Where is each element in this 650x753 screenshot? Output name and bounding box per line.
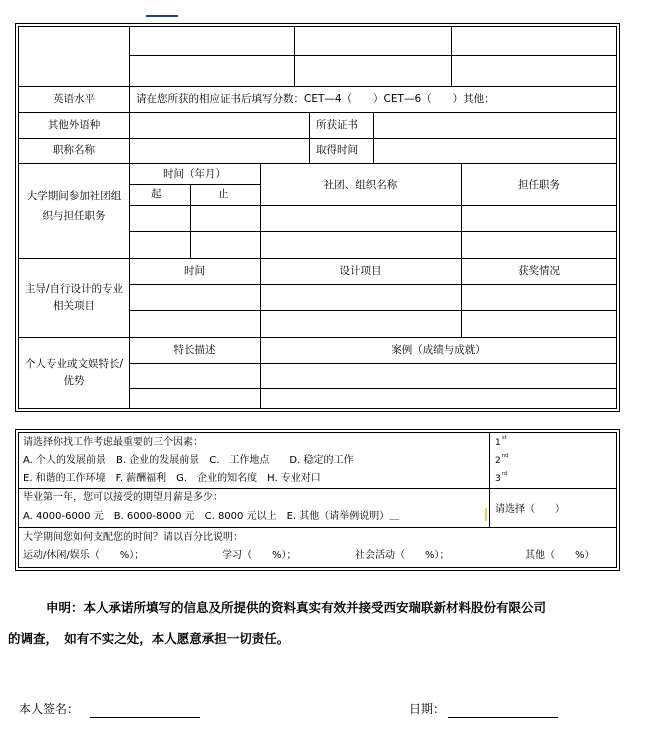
salary-choice[interactable]: 请选择（ ） [495,504,565,515]
job-title-label: 职称名称 [53,144,95,156]
signature-label: 本人签名： [19,702,80,716]
q3-sport: 运动/休闲/娱乐（ %）； [23,550,145,561]
cases-header: 案例（成绩与成就） [391,344,486,356]
q1-options-line1: A. 个人的发展前景 B. 企业的发展前景 C. 工作地点 D. 稳定的工作 [23,455,354,466]
q1-title: 请选择你找工作考虑最重要的三个因素： [23,437,203,448]
english-level-instructions: 请在您所获的相应证书后填写分数：CET—4（ ）CET—6（ ）其他： [136,93,495,105]
q2-options: A. 4000-6000 元 B. 6000-8000 元 C. 8000 元以上 E. 其他（请举例说明）＿ [23,511,400,522]
text-cursor [485,508,487,521]
date-label: 日期： [409,702,446,716]
specialty-desc-header: 特长描述 [173,344,216,356]
end-header: 止 [218,188,229,200]
english-level-label: 英语水平 [53,93,95,105]
declaration-line2: 的调查， 如有不实之处，本人愿意承担一切责任。 [8,631,290,646]
q2-title: 毕业第一年，您可以接受的期望月薪是多少： [23,492,223,503]
other-language-label: 其他外语种 [47,119,101,131]
rank-2: 2 nd [495,453,509,466]
position-header: 担任职务 [518,179,560,191]
org-name-header: 社团、组织名称 [323,179,398,191]
design-section-label: 主导/自行设计的专业相关项目 [24,283,124,312]
q3-other: 其他（ %） [525,550,595,561]
signature-line[interactable] [90,717,200,718]
declaration-line1: 申明：本人承诺所填写的信息及所提供的资料真实有效并接受西安瑞联新材料股份有限公司 [46,600,547,615]
q3-title: 大学期间您如何支配您的时间？请以百分比说明： [23,532,243,543]
q3-social: 社会活动（ %）； [355,550,450,561]
design-project-header: 设计项目 [339,265,382,277]
acquired-time-label: 取得时间 [316,144,358,156]
org-section-label: 大学期间参加社团组织与担任职务 [26,190,122,222]
rank-1: 1 st [495,435,507,448]
design-time-header: 时间 [184,265,205,277]
start-header: 起 [151,188,162,200]
q3-study: 学习（ %）； [222,550,297,561]
award-header: 获奖情况 [518,265,560,277]
rank-3: 3 rd [495,471,508,484]
specialty-section-label: 个人专业或文娱特长/优势 [24,358,124,387]
q1-options-line2: E. 和谐的工作环境 F. 薪酬福利 G. 企业的知名度 H. 专业对口 [23,473,321,484]
certificate-label: 所获证书 [316,119,358,131]
date-line[interactable] [448,717,558,718]
time-ym-header: 时间（年月） [163,168,226,180]
